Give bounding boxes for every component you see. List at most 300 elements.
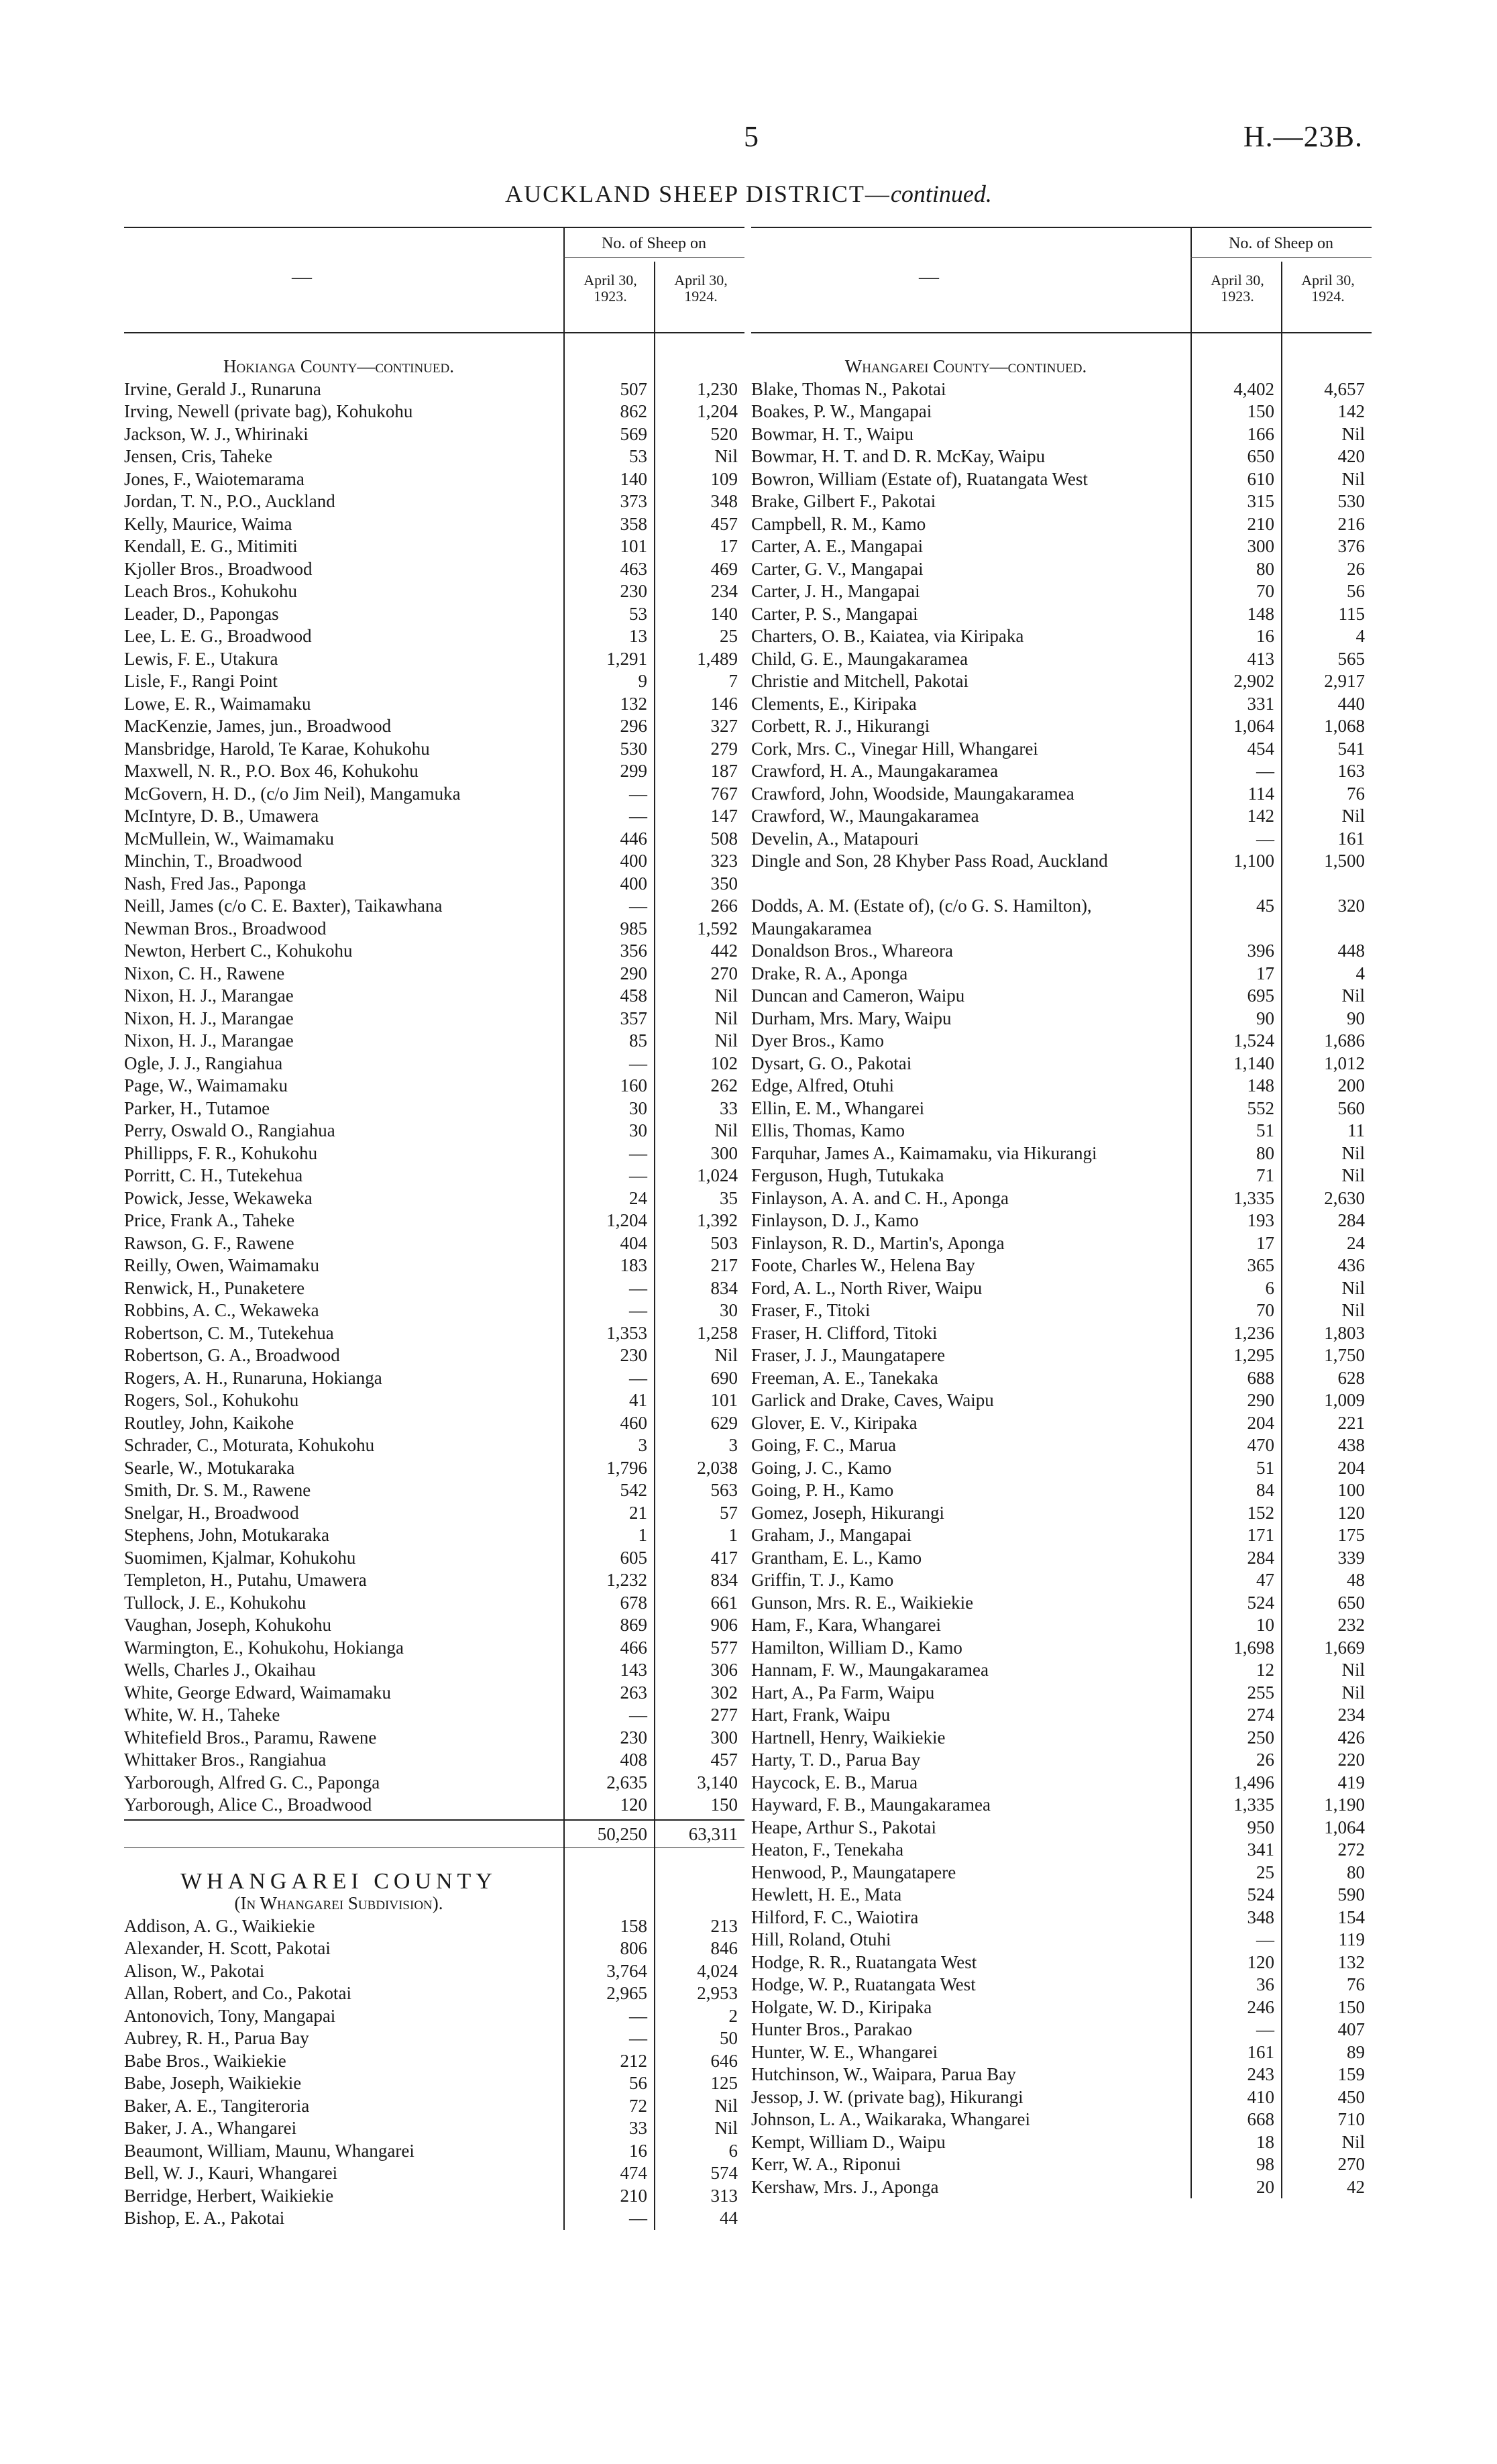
sheep-1924: 150 (1337, 1996, 1365, 2017)
sheep-1924: 150 (710, 1795, 738, 1815)
sheep-1924: 1,686 (1324, 1030, 1365, 1051)
owner-name: Graham, J., Mangapai (751, 1525, 912, 1545)
sheep-1923: 210 (1247, 513, 1274, 534)
owner-name: Maxwell, N. R., P.O. Box 46, Kohukohu (124, 761, 419, 781)
sheep-1923: — (629, 1053, 647, 1073)
sheep-1924: 300 (710, 1142, 738, 1163)
owner-name: Rogers, Sol., Kohukohu (124, 1390, 299, 1410)
table-row (124, 1592, 744, 1615)
owner-name: Bowron, William (Estate of), Ruatangata West (751, 468, 1088, 489)
table-row (751, 1210, 1372, 1232)
sheep-1923: 357 (620, 1008, 647, 1028)
left-table-body (124, 333, 744, 2230)
owner-name: Hartnell, Henry, Waikiekie (751, 1727, 946, 1748)
table-row (124, 1254, 744, 1277)
sheep-1924: 376 (1337, 536, 1365, 556)
sheep-1923: 53 (629, 446, 647, 466)
owner-name: Ferguson, Hugh, Tutukaka (751, 1165, 944, 1185)
spacer (124, 1848, 744, 1870)
table-row (124, 603, 744, 626)
sheep-1923: 341 (1247, 1839, 1274, 1860)
owner-name: Finlayson, R. D., Martin's, Aponga (751, 1232, 1005, 1253)
head-dash: — (292, 266, 312, 288)
sheep-1924: 457 (710, 1750, 738, 1770)
sheep-1924: 284 (1337, 1210, 1365, 1230)
sheep-1924: 1,489 (697, 648, 738, 669)
sheep-1924: 508 (710, 828, 738, 849)
sheep-1923: 356 (620, 941, 647, 961)
sheep-1924: 450 (1337, 2086, 1365, 2107)
table-row (751, 1254, 1372, 1277)
table-row (751, 2176, 1372, 2199)
owner-name: Going, J. C., Kamo (751, 1457, 892, 1478)
sheep-1924: Nil (1341, 1165, 1365, 1185)
owner-name: Harty, T. D., Parua Bay (751, 1750, 921, 1770)
sheep-1923: 524 (1247, 1884, 1274, 1905)
sheep-1923: — (1256, 1929, 1274, 1949)
sheep-1924: 187 (710, 761, 738, 781)
owner-name: Alexander, H. Scott, Pakotai (124, 1938, 331, 1958)
sheep-1924: 4,024 (697, 1960, 738, 1981)
table-row (751, 1412, 1372, 1435)
owner-name: Crawford, W., Maungakaramea (751, 806, 979, 826)
owner-name: Dyer Bros., Kamo (751, 1030, 884, 1051)
owner-name: White, W. H., Taheke (124, 1705, 280, 1725)
sheep-1923: 250 (1247, 1727, 1274, 1748)
owner-name: Going, P. H., Kamo (751, 1480, 894, 1500)
table-row (751, 378, 1372, 401)
head-col-1923: April 30, 1923. (1211, 272, 1264, 305)
sheep-1923: 13 (629, 626, 647, 646)
head-dash: — (919, 266, 939, 288)
table-row (751, 558, 1372, 581)
owner-name: Charters, O. B., Kaiatea, via Kiripaka (751, 626, 1024, 646)
owner-name: McMullein, W., Waimamaku (124, 828, 335, 849)
sheep-1923: 101 (620, 536, 647, 556)
county-heading (124, 1870, 744, 1893)
owner-name: Alison, W., Pakotai (124, 1960, 265, 1981)
sheep-1924: 204 (1337, 1457, 1365, 1478)
page-title (0, 180, 1497, 208)
sheep-1924: 1,750 (1324, 1345, 1365, 1365)
sheep-1923: 1,796 (606, 1457, 647, 1478)
owner-name: Fraser, F., Titoki (751, 1300, 871, 1320)
sheep-1924: 767 (710, 783, 738, 804)
sheep-1924: 217 (710, 1255, 738, 1275)
table-row (751, 1053, 1372, 1075)
owner-name: Parker, H., Tutamoe (124, 1097, 270, 1118)
sheep-1923: 148 (1247, 1075, 1274, 1095)
sheep-1924: Nil (714, 1120, 738, 1140)
sheep-1923: 72 (629, 2095, 647, 2116)
sheep-1923: 454 (1247, 738, 1274, 759)
owner-name: Jordan, T. N., P.O., Auckland (124, 491, 335, 511)
owner-name: Robertson, G. A., Broadwood (124, 1345, 340, 1365)
owner-name: Schrader, C., Moturata, Kohukohu (124, 1435, 375, 1455)
sheep-1924: 565 (1337, 648, 1365, 669)
owner-name: Stephens, John, Motukaraka (124, 1525, 329, 1545)
sheep-1924: Nil (714, 1030, 738, 1051)
sheep-1924: 420 (1337, 446, 1365, 466)
owner-name: Hart, A., Pa Farm, Waipu (751, 1682, 935, 1703)
section-label: Whangarei County—continued. (844, 356, 1087, 376)
table-row (124, 805, 744, 828)
sheep-1924: 140 (710, 603, 738, 624)
sheep-1924: 323 (710, 851, 738, 871)
sheep-1923: 610 (1247, 468, 1274, 489)
sheep-1924: 4 (1355, 626, 1365, 646)
sheep-1924: 26 (1347, 558, 1365, 579)
table-row (751, 490, 1372, 513)
owner-name: Whitefield Bros., Paramu, Rawene (124, 1727, 377, 1748)
sheep-1923: 1,496 (1233, 1772, 1274, 1792)
sheep-1923: 678 (620, 1592, 647, 1613)
sheep-1923: 148 (1247, 603, 1274, 624)
sheep-1924: 1,592 (697, 918, 738, 939)
sheep-1924: 503 (710, 1232, 738, 1253)
sheep-1923: 985 (620, 918, 647, 939)
table-row (751, 1817, 1372, 1839)
table-row (751, 2108, 1372, 2131)
owner-name: Finlayson, D. J., Kamo (751, 1210, 919, 1230)
sheep-1923: 2,635 (606, 1772, 647, 1792)
sheep-1924: 710 (1337, 2109, 1365, 2129)
owner-name: Child, G. E., Maungakaramea (751, 648, 968, 669)
sheep-1923: 1,204 (606, 1210, 647, 1230)
owner-name: Page, W., Waimamaku (124, 1075, 288, 1095)
sheep-1923: 569 (620, 423, 647, 444)
table-row (124, 2162, 744, 2185)
sheep-1924: 440 (1337, 693, 1365, 714)
table-row (124, 1120, 744, 1142)
table-row (124, 693, 744, 716)
sheep-1924: 3 (728, 1435, 738, 1455)
sheep-1923: 193 (1247, 1210, 1274, 1230)
sheep-1923: 30 (629, 1120, 647, 1140)
owner-name: Kendall, E. G., Mitimiti (124, 536, 298, 556)
table-row (124, 2027, 744, 2050)
owner-name: Foote, Charles W., Helena Bay (751, 1255, 975, 1275)
sheep-1923: 348 (1247, 1907, 1274, 1927)
table-row (751, 1165, 1372, 1187)
owner-name: Hart, Frank, Waipu (751, 1705, 891, 1725)
sheep-1924: 272 (1337, 1839, 1365, 1860)
owner-name: Carter, P. S., Mangapai (751, 603, 918, 624)
sheep-1924: 541 (1337, 738, 1365, 759)
table-row (751, 783, 1372, 806)
sheep-1924: 100 (1337, 1480, 1365, 1500)
table-row (124, 1075, 744, 1097)
sheep-1923: 552 (1247, 1097, 1274, 1118)
sheep-1924: 266 (710, 896, 738, 916)
sheep-1924: 1,500 (1324, 851, 1365, 871)
owner-name: Crawford, H. A., Maungakaramea (751, 761, 999, 781)
sheep-1924: Nil (1341, 1300, 1365, 1320)
owner-name: White, George Edward, Waimamaku (124, 1682, 391, 1703)
sheep-1924: 1,258 (697, 1322, 738, 1343)
sheep-1923: — (629, 1142, 647, 1163)
sheep-1923: 2,902 (1233, 671, 1274, 691)
sheep-1924: 407 (1337, 2019, 1365, 2039)
table-row (751, 1008, 1372, 1030)
sheep-1923: — (1256, 2019, 1274, 2039)
page-title-continued: continued. (890, 180, 992, 207)
sheep-1923: 142 (1247, 806, 1274, 826)
sheep-1923: 650 (1247, 446, 1274, 466)
owner-name: Bishop, E. A., Pakotai (124, 2208, 285, 2228)
sheep-1924: 834 (710, 1570, 738, 1590)
table-row (751, 1277, 1372, 1300)
owner-name: Farquhar, James A., Kaimamaku, via Hikurangi (751, 1142, 1097, 1163)
table-row (751, 1479, 1372, 1502)
sheep-1924: 1,068 (1324, 716, 1365, 736)
owner-name: Yarborough, Alfred G. C., Paponga (124, 1772, 380, 1792)
sheep-1923: 1,100 (1233, 851, 1274, 871)
sheep-1923: 695 (1247, 985, 1274, 1006)
table-row (124, 1367, 744, 1390)
owner-name: Hunter Bros., Parakao (751, 2019, 912, 2039)
sheep-1923: 17 (1256, 1232, 1274, 1253)
table-row (124, 1322, 744, 1345)
sheep-1924: 834 (710, 1277, 738, 1298)
sheep-1923: — (629, 1277, 647, 1298)
owner-name: Bowmar, H. T. and D. R. McKay, Waipu (751, 446, 1046, 466)
sheep-1923: — (629, 1705, 647, 1725)
table-row (751, 1592, 1372, 1615)
table-row (124, 1097, 744, 1120)
sheep-1923: 1,232 (606, 1570, 647, 1590)
table-row (751, 1929, 1372, 1951)
owner-name: Campbell, R. M., Kamo (751, 513, 926, 534)
table-row (124, 918, 744, 941)
sheep-1923: 183 (620, 1255, 647, 1275)
sheep-1924: 629 (710, 1412, 738, 1433)
table-row (124, 1772, 744, 1795)
owner-name: Porritt, C. H., Tutekehua (124, 1165, 303, 1185)
spacer (124, 333, 744, 356)
table-row (124, 490, 744, 513)
owner-name: Develin, A., Matapouri (751, 828, 919, 849)
sheep-1924: 213 (710, 1915, 738, 1936)
sheep-1924: Nil (1341, 468, 1365, 489)
owner-name: Boakes, P. W., Mangapai (751, 401, 932, 421)
table-row (124, 1299, 744, 1322)
sheep-1923: 70 (1256, 1300, 1274, 1320)
sheep-1923: — (629, 1367, 647, 1388)
sheep-1924: 457 (710, 513, 738, 534)
sheep-1923: 290 (620, 963, 647, 983)
table-row (751, 1749, 1372, 1772)
sheep-1924: 4,657 (1324, 378, 1365, 399)
owner-name: Dingle and Son, 28 Khyber Pass Road, Auckland (751, 851, 1108, 871)
sheep-1924: 438 (1337, 1435, 1365, 1455)
sheep-1924: 132 (1337, 1951, 1365, 1972)
owner-name: Hodge, R. R., Ruatangata West (751, 1951, 977, 1972)
table-row (124, 1569, 744, 1592)
owner-name: Glover, E. V., Kiripaka (751, 1412, 918, 1433)
sheep-1923: 10 (1256, 1615, 1274, 1635)
owner-name: Hewlett, H. E., Mata (751, 1884, 902, 1905)
sheep-1923: 150 (1247, 401, 1274, 421)
owner-name: Ellis, Thomas, Kamo (751, 1120, 905, 1140)
owner-name: Haycock, E. B., Marua (751, 1772, 918, 1792)
table-row (751, 715, 1372, 738)
sheep-1924: 1,803 (1324, 1322, 1365, 1343)
sheep-1923: 230 (620, 1727, 647, 1748)
sheep-1923: 410 (1247, 2086, 1274, 2107)
table-row (124, 940, 744, 963)
table-row (751, 2131, 1372, 2154)
owner-name: Lisle, F., Rangi Point (124, 671, 278, 691)
sheep-1923: 161 (1247, 2041, 1274, 2062)
sheep-1924: 109 (710, 468, 738, 489)
sheep-1923: 84 (1256, 1480, 1274, 1500)
sheep-1923: 25 (1256, 1862, 1274, 1882)
sheep-1923: 12 (1256, 1660, 1274, 1680)
sheep-1923: 33 (629, 2118, 647, 2138)
sheep-1924: Nil (714, 2095, 738, 2116)
sheep-1923: 331 (1247, 693, 1274, 714)
table-row (124, 513, 744, 536)
table-row (124, 1727, 744, 1750)
sheep-1924: 442 (710, 941, 738, 961)
table-row (124, 1053, 744, 1075)
owner-name: Kerr, W. A., Riponui (751, 2154, 901, 2174)
table-row (124, 423, 744, 446)
sheep-1923: 71 (1256, 1165, 1274, 1185)
table-row (124, 963, 744, 985)
owner-name: Jones, F., Waiotemarama (124, 468, 304, 489)
table-row (751, 1344, 1372, 1367)
owner-name: Hamilton, William D., Kamo (751, 1637, 962, 1658)
table-row (124, 738, 744, 761)
head-group: No. of Sheep on (1190, 235, 1372, 258)
table-row (751, 423, 1372, 446)
sheep-1923: 80 (1256, 558, 1274, 579)
table-row (124, 2140, 744, 2163)
sheep-1923: 446 (620, 828, 647, 849)
table-row (751, 648, 1372, 671)
sheep-1924: 221 (1337, 1412, 1365, 1433)
table-row (124, 1457, 744, 1480)
owner-name: Aubrey, R. H., Parua Bay (124, 2028, 309, 2048)
table-row (751, 1434, 1372, 1457)
sheep-1923: 290 (1247, 1390, 1274, 1410)
sheep-1923: 45 (1256, 896, 1274, 916)
sheep-1923: 296 (620, 716, 647, 736)
sheep-1924: 320 (1337, 896, 1365, 916)
table-row (124, 1659, 744, 1682)
owner-name: Hilford, F. C., Waiotira (751, 1907, 919, 1927)
sheep-1924: 200 (1337, 1075, 1365, 1095)
sheep-1923: 466 (620, 1637, 647, 1658)
sheep-1924: 4 (1355, 963, 1365, 983)
table-row (751, 2153, 1372, 2176)
left-table-head (124, 227, 744, 333)
sheep-1924: 89 (1347, 2041, 1365, 2062)
owner-name: Going, F. C., Marua (751, 1435, 897, 1455)
total-1923: 50,250 (597, 1823, 647, 1844)
sheep-1923: 806 (620, 1938, 647, 1958)
sheep-1923: 51 (1256, 1457, 1274, 1478)
sheep-1924: 142 (1337, 401, 1365, 421)
sheep-1924: 76 (1347, 1974, 1365, 1994)
table-row (751, 693, 1372, 716)
sheep-1923: 400 (620, 851, 647, 871)
sheep-1924: Nil (1341, 2131, 1365, 2152)
table-row (124, 1524, 744, 1547)
sheep-1923: 373 (620, 491, 647, 511)
table-row (751, 2019, 1372, 2041)
sheep-1923: 6 (1265, 1277, 1274, 1298)
sheep-1923: — (1256, 828, 1274, 849)
owner-name: Robbins, A. C., Wekaweka (124, 1300, 319, 1320)
owner-name: Jessop, J. W. (private bag), Hikurangi (751, 2086, 1023, 2107)
sheep-1923: 1,236 (1233, 1322, 1274, 1343)
table-row (751, 805, 1372, 828)
sheep-1923: 1,698 (1233, 1637, 1274, 1658)
owner-name: Lewis, F. E., Utakura (124, 648, 278, 669)
table-row (751, 738, 1372, 761)
sheep-1923: 212 (620, 2050, 647, 2071)
table-row (751, 1457, 1372, 1480)
table-row (751, 535, 1372, 558)
sheep-1924: 348 (710, 491, 738, 511)
table-row (124, 1614, 744, 1637)
sheep-1924: 125 (710, 2073, 738, 2093)
sheep-1924: 1,064 (1324, 1817, 1365, 1837)
sheep-1923: 542 (620, 1480, 647, 1500)
owner-name: Babe, Joseph, Waikiekie (124, 2073, 302, 2093)
table-row (751, 1097, 1372, 1120)
table-row (124, 1232, 744, 1255)
owner-name: Templeton, H., Putahu, Umawera (124, 1570, 367, 1590)
sheep-1923: 114 (1248, 783, 1274, 804)
sheep-1923: — (629, 2208, 647, 2228)
table-row (124, 1479, 744, 1502)
sheep-1923: 3,764 (606, 1960, 647, 1981)
sheep-1924: 44 (720, 2208, 738, 2228)
sheep-1924: 80 (1347, 1862, 1365, 1882)
sheep-1923: 869 (620, 1615, 647, 1635)
sheep-1923: 30 (629, 1097, 647, 1118)
owner-name: Carter, A. E., Mangapai (751, 536, 924, 556)
sheep-1924: 33 (720, 1097, 738, 1118)
owner-name: Jackson, W. J., Whirinaki (124, 423, 309, 444)
owner-name: Irving, Newell (private bag), Kohukohu (124, 401, 413, 421)
table-row (124, 1502, 744, 1525)
table-row (124, 1187, 744, 1210)
table-row (751, 963, 1372, 985)
sheep-1923: 1,140 (1233, 1053, 1274, 1073)
table-row (751, 1232, 1372, 1255)
table-row (751, 850, 1372, 895)
table-row (751, 895, 1372, 940)
table-row (751, 1794, 1372, 1817)
table-row (124, 783, 744, 806)
owner-name: Grantham, E. L., Kamo (751, 1547, 922, 1568)
sheep-1924: Nil (714, 985, 738, 1006)
owner-name: Dodds, A. M. (Estate of), (c/o G. S. Hamilton), Maungakaramea (751, 896, 1092, 939)
owner-name: Ford, A. L., North River, Waipu (751, 1277, 983, 1298)
table-row (751, 1524, 1372, 1547)
owner-name: Clements, E., Kiripaka (751, 693, 917, 714)
owner-name: Whittaker Bros., Rangiahua (124, 1750, 327, 1770)
owner-name: Drake, R. A., Aponga (751, 963, 908, 983)
sheep-1923: 1,335 (1233, 1795, 1274, 1815)
owner-name: Kjoller Bros., Broadwood (124, 558, 313, 579)
page-number: 5 (744, 120, 759, 153)
